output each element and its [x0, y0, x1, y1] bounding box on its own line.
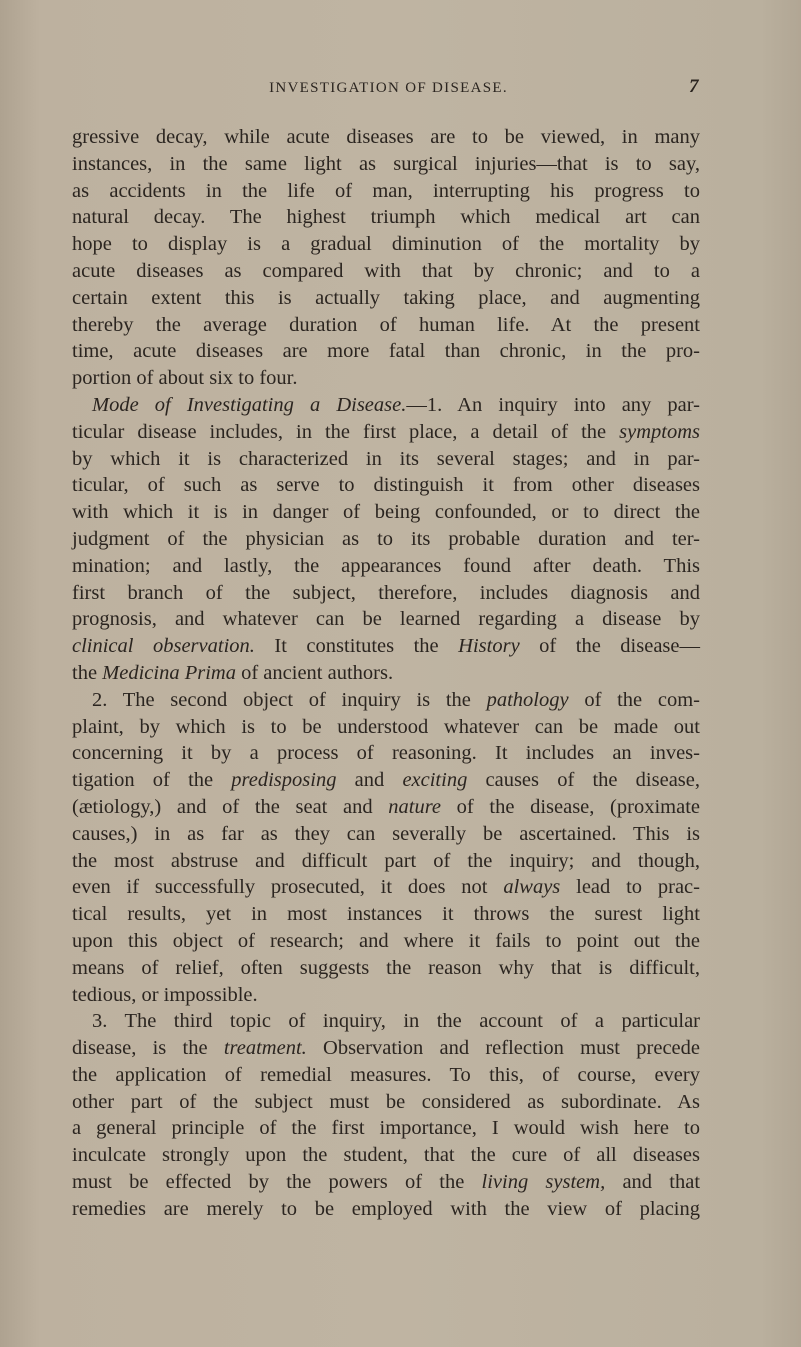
- text-line: [72, 633, 700, 660]
- text-segment: means of relief, often suggests the reason why that is difficult,: [72, 956, 700, 979]
- text-line: [72, 1196, 700, 1223]
- italic-text: Mode of Investigating a Disease.: [92, 393, 407, 416]
- text-segment: even if successfully prosecuted, it does not: [72, 876, 504, 899]
- text-line: [72, 472, 700, 499]
- text-line: [72, 392, 700, 419]
- text-line: [72, 204, 700, 231]
- italic-text: symptoms: [619, 420, 700, 443]
- text-segment: ticular disease includes, in the first place, a detail of the: [72, 420, 620, 443]
- text-line: [72, 1035, 700, 1062]
- paragraph: [72, 124, 700, 392]
- text-segment: concerning it by a process of reasoning. It includes an inves-: [72, 742, 700, 765]
- text-line: [72, 928, 700, 955]
- text-segment: gressive decay, while acute diseases are to be viewed, in many: [72, 126, 700, 148]
- text-segment: a general principle of the first importance, I would wish here to: [72, 1117, 700, 1140]
- body-text: [72, 124, 700, 1223]
- text-segment: tedious, or impossible.: [72, 983, 258, 1006]
- text-line: [72, 767, 700, 794]
- text-segment: certain extent this is actually taking place, and augmenting: [72, 286, 700, 309]
- text-segment: must be effected by the powers of the: [72, 1171, 482, 1194]
- text-segment: lead to prac-: [560, 876, 700, 899]
- text-segment: thereby the average duration of human life. At the present: [72, 313, 700, 336]
- text-segment: tigation of the: [72, 769, 232, 792]
- text-segment: causes,) in as far as they can severally be ascertained. This is: [72, 822, 700, 845]
- text-line: [72, 901, 700, 928]
- text-line: [72, 231, 700, 258]
- running-head: INVESTIGATION OF DISEASE.: [269, 80, 508, 96]
- text-segment: prognosis, and whatever can be learned regarding a disease by: [72, 608, 700, 631]
- text-segment: inculcate strongly upon the student, that the cure of all diseases: [72, 1144, 700, 1167]
- italic-text: exciting: [402, 769, 468, 792]
- text-segment: of ancient authors.: [235, 661, 394, 684]
- text-segment: of the disease, (proximate: [441, 795, 700, 818]
- text-segment: Observation and reflection must precede: [306, 1037, 700, 1060]
- text-segment: time, acute diseases are more fatal than chronic, in the pro-: [72, 340, 700, 363]
- text-line: [72, 419, 700, 446]
- text-segment: tical results, yet in most instances it throws the surest light: [72, 903, 700, 926]
- text-segment: —1. An inquiry into any par-: [406, 393, 700, 416]
- italic-text: treatment.: [223, 1037, 307, 1060]
- text-segment: with which it is in danger of being confounded, or to direct the: [72, 501, 700, 524]
- text-line: [72, 1062, 700, 1089]
- text-line: [72, 794, 700, 821]
- text-segment: of the disease—: [519, 635, 700, 658]
- page-number: 7: [689, 76, 699, 97]
- text-line: [72, 178, 700, 205]
- text-line: [72, 365, 700, 392]
- paragraph: [72, 1008, 700, 1222]
- italic-text: predisposing: [231, 769, 337, 792]
- text-line: [72, 821, 700, 848]
- text-line: [72, 848, 700, 875]
- text-segment: causes of the disease,: [467, 769, 700, 792]
- text-segment: judgment of the physician as to its probable duration and ter-: [72, 527, 700, 550]
- text-segment: the most abstruse and difficult part of the inquiry; and though,: [72, 849, 700, 872]
- text-line: [72, 553, 700, 580]
- text-segment: natural decay. The highest triumph which medical art can: [72, 206, 700, 229]
- text-line: [72, 526, 700, 553]
- text-line: [72, 714, 700, 741]
- text-line: [72, 338, 700, 365]
- text-line: [72, 687, 700, 714]
- text-segment: acute diseases as compared with that by chronic; and to a: [72, 259, 700, 282]
- text-segment: first branch of the subject, therefore, includes diagnosis and: [72, 581, 700, 604]
- text-segment: (ætiology,) and of the seat and: [72, 795, 389, 818]
- text-line: [72, 1142, 700, 1169]
- text-segment: and that: [605, 1171, 701, 1194]
- text-line: [72, 1169, 700, 1196]
- text-line: [72, 1089, 700, 1116]
- text-line: [72, 285, 700, 312]
- text-line: [72, 874, 700, 901]
- text-line: [72, 1115, 700, 1142]
- text-segment: other part of the subject must be considered as subordinate. As: [72, 1090, 700, 1113]
- text-segment: as accidents in the life of man, interrupting his progress to: [72, 179, 700, 202]
- text-segment: mination; and lastly, the appearances found after death. This: [72, 554, 700, 577]
- text-segment: It constitutes the: [254, 635, 459, 658]
- text-segment: remedies are merely to be employed with the view of placing: [72, 1197, 700, 1220]
- italic-text: Medicina Prima: [102, 661, 236, 684]
- text-segment: by which it is characterized in its several stages; and in par-: [72, 447, 700, 470]
- text-segment: the: [72, 661, 103, 684]
- paragraph: [72, 687, 700, 1009]
- text-segment: the application of remedial measures. To this, of course, every: [72, 1063, 700, 1086]
- text-line: [72, 312, 700, 339]
- text-line: [72, 955, 700, 982]
- text-line: [72, 580, 700, 607]
- text-line: [72, 982, 700, 1009]
- text-line: [72, 151, 700, 178]
- text-line: [72, 499, 700, 526]
- text-line: [72, 740, 700, 767]
- text-segment: ticular, of such as serve to distinguish it from other diseases: [72, 474, 700, 497]
- text-segment: hope to display is a gradual diminution of the mortality by: [72, 233, 700, 256]
- italic-text: History: [458, 635, 520, 658]
- text-line: [72, 258, 700, 285]
- italic-text: pathology: [486, 688, 569, 711]
- text-line: [72, 446, 700, 473]
- text-segment: 3. The third topic of inquiry, in the account of a particular: [92, 1010, 700, 1033]
- text-segment: disease, is the: [72, 1037, 224, 1060]
- text-segment: of the com-: [568, 688, 700, 711]
- text-segment: 2. The second object of inquiry is the: [92, 688, 487, 711]
- italic-text: clinical observation.: [72, 635, 255, 658]
- text-segment: instances, in the same light as surgical injuries—that is to say,: [72, 152, 700, 175]
- text-line: [72, 124, 700, 151]
- italic-text: always: [503, 876, 561, 899]
- text-line: [72, 660, 700, 687]
- text-segment: portion of about six to four.: [72, 367, 298, 390]
- text-line: [72, 606, 700, 633]
- italic-text: nature: [388, 795, 442, 818]
- text-segment: and: [336, 769, 403, 792]
- text-segment: upon this object of research; and where it fails to point out the: [72, 929, 700, 952]
- text-line: [72, 1008, 700, 1035]
- italic-text: living system,: [481, 1171, 606, 1194]
- text-segment: plaint, by which is to be understood whatever can be made out: [72, 715, 700, 738]
- paragraph: [72, 392, 700, 687]
